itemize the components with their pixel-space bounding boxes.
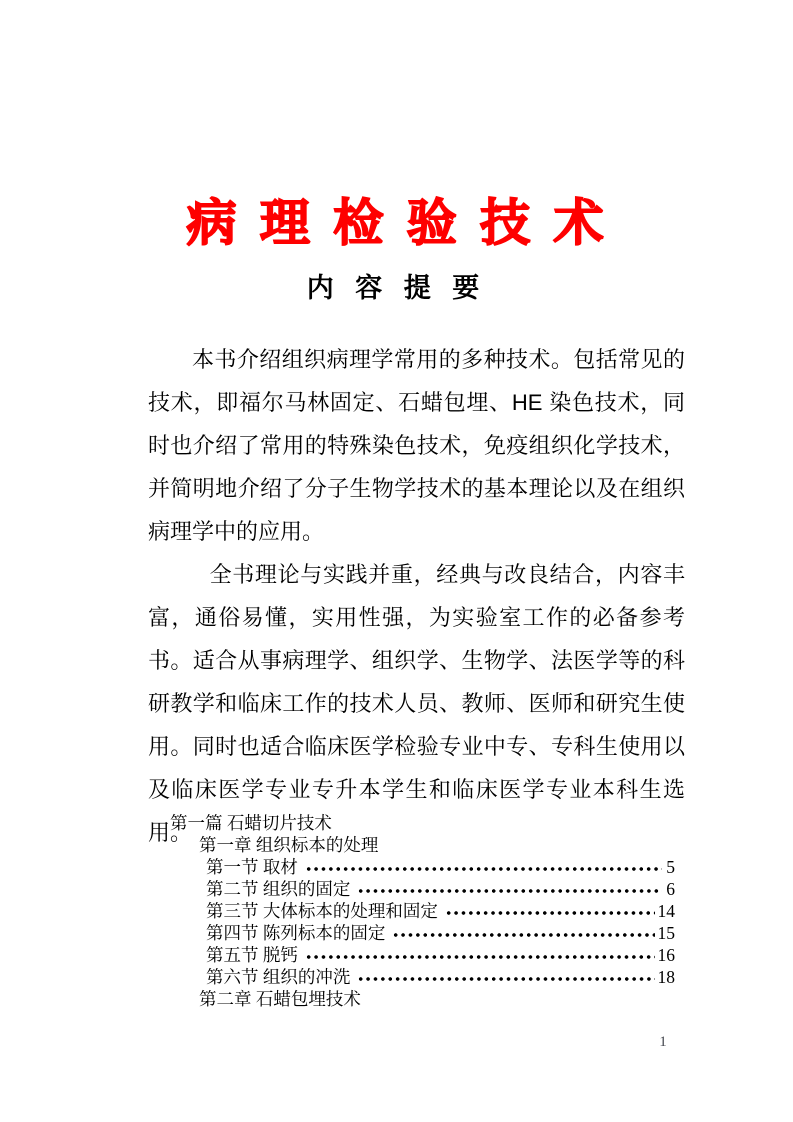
dot-leader (305, 862, 662, 876)
table-of-contents (170, 812, 675, 1010)
toc-entry (170, 922, 675, 944)
toc-entry (170, 856, 675, 878)
toc-page-number: 5 (666, 857, 675, 877)
dot-leader (357, 884, 662, 898)
dot-leader (445, 906, 655, 920)
toc-entry-label: 第二章 石蜡包埋技术 (199, 989, 361, 1009)
toc-page-number: 6 (666, 879, 675, 899)
dot-leader (392, 928, 654, 942)
toc-entry-label: 第三节 大体标本的处理和固定 (206, 901, 438, 921)
dot-leader (305, 950, 655, 964)
toc-entry (170, 878, 675, 900)
toc-entry (170, 944, 675, 966)
toc-entry-label: 第一节 取材 (206, 857, 298, 877)
toc-entry-label: 第六节 组织的冲洗 (206, 967, 351, 987)
book-title: 病 理 检 验 技 术 (186, 194, 607, 252)
summary-paragraph-2: 全书理论与实践并重，经典与改良结合，内容丰富，通俗易懂，实用性强，为实验室工作的必备参考书。适合从事病理学、组织学、生物学、法医学等的科研教学和临床工作的技术人员、教师、医师和研究生使用。同时也适合临床医学检验专业中专、专科生使用以及临床医学专业专升本学生和临床医学专业本科生选用。 (148, 562, 685, 845)
toc-entry (170, 900, 675, 922)
toc-page-number: 14 (657, 901, 675, 921)
toc-entry (170, 834, 675, 856)
toc-page-number: 18 (657, 967, 675, 987)
toc-entry-label: 第四节 陈列标本的固定 (206, 923, 386, 943)
toc-entry-label: 第一章 组织标本的处理 (199, 835, 379, 855)
toc-page-number: 15 (657, 923, 675, 943)
summary-paragraph-1: 本书介绍组织病理学常用的多种技术。包括常见的技术，即福尔马林固定、石蜡包埋、HE 染色技术，同时也介绍了常用的特殊染色技术，免疫组织化学技术，并简明地介绍了分子生物学技术的基本理论以及在组织病理学中的应用。 (148, 347, 685, 544)
toc-entry-label: 第一篇 石蜡切片技术 (170, 813, 332, 833)
toc-entry-label: 第五节 脱钙 (206, 945, 298, 965)
toc-entry (170, 812, 675, 834)
page-number: 1 (659, 1034, 667, 1050)
summary-text (148, 338, 685, 854)
dot-leader (357, 972, 654, 986)
toc-entry (170, 966, 675, 988)
toc-page-number: 16 (657, 945, 675, 965)
content-summary-heading: 内 容 提 要 (306, 273, 487, 303)
toc-entry-label: 第二节 组织的固定 (206, 879, 351, 899)
toc-entry (170, 988, 675, 1010)
